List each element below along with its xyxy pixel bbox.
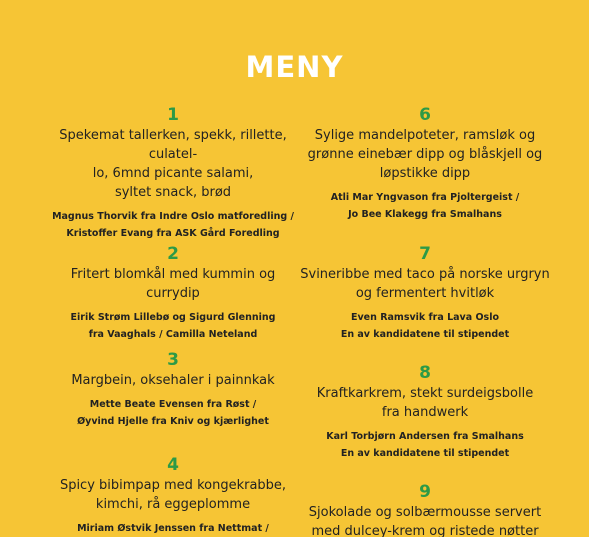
chef-line: Kristoffer Evang fra ASK Gård Foredling [66, 228, 280, 239]
menu-item-3 [48, 351, 298, 430]
chef-credit [300, 309, 550, 343]
chef-line: Mette Beate Evensen fra Røst / [89, 399, 257, 410]
menu-item-9 [300, 483, 550, 537]
dish-line: og fermentert hvitløk [355, 286, 495, 301]
dish-line: fra handwerk [381, 405, 469, 420]
menu-item-7 [300, 245, 550, 343]
menu-item-4 [48, 456, 298, 537]
dish-line: med dulcey-krem og ristede nøtter [311, 524, 539, 537]
item-number: 2 [167, 244, 179, 264]
dish-line: Sylige mandelpoteter, ramsløk og [314, 128, 536, 143]
chef-line: Eirik Strøm Lillebø og Sigurd Glenning [70, 312, 276, 323]
dish-line: Sjokolade og solbærmousse servert [308, 505, 542, 520]
chef-line: En av kandidatene til stipendet [340, 448, 510, 459]
dish-line: Kraftkarkrem, stekt surdeigsbolle [316, 386, 534, 401]
menu-item-8 [300, 364, 550, 462]
menu-item-2 [48, 245, 298, 343]
item-number: 7 [419, 244, 431, 264]
dish-line: syltet snack, brød [114, 185, 232, 200]
chef-credit [300, 189, 550, 223]
dish-line: Fritert blomkål med kummin og currydip [70, 267, 276, 301]
chef-line: Magnus Thorvik fra Indre Oslo matforedling / [52, 211, 294, 222]
dish-line: lo, 6mnd picante salami, [92, 166, 254, 181]
chef-line: Miriam Østvik Jenssen fra Nettmat / [77, 523, 269, 534]
dish-line: grønne einebær dipp og blåskjell og [307, 147, 543, 162]
chef-credit [300, 428, 550, 462]
chef-line: Øyvind Hjelle fra Kniv og kjærlighet [77, 416, 269, 427]
chef-line: En av kandidatene til stipendet [340, 329, 510, 340]
dish-line: løpstikke dipp [379, 166, 471, 181]
item-number: 6 [419, 105, 431, 125]
chef-line: Atli Mar Yngvason fra Pjoltergeist / [330, 192, 520, 203]
dish-line: Spekemat tallerken, spekk, rillette, culatel- [59, 128, 287, 162]
chef-line: Jo Bee Klakegg fra Smalhans [348, 209, 502, 220]
chef-credit [48, 520, 298, 537]
item-number: 4 [167, 455, 179, 475]
dish-line: Spicy bibimpap med kongekrabbe, [59, 478, 287, 493]
item-number: 8 [419, 363, 431, 383]
item-number: 9 [419, 482, 431, 502]
chef-line: Even Ramsvik fra Lava Oslo [351, 312, 499, 323]
dish-line: Svineribbe med taco på norske urgryn [300, 267, 550, 282]
page-edge [589, 0, 600, 537]
dish-line: kimchi, rå eggeplomme [95, 497, 251, 512]
chef-credit [48, 309, 298, 343]
menu-item-1 [48, 106, 298, 242]
item-number: 3 [167, 350, 179, 370]
chef-line: Karl Torbjørn Andersen fra Smalhans [326, 431, 524, 442]
item-number: 1 [167, 105, 179, 125]
chef-line: fra Vaaghals / Camilla Neteland [88, 329, 258, 340]
chef-credit [48, 208, 298, 242]
menu-item-6 [300, 106, 550, 223]
chef-credit [48, 396, 298, 430]
menu-title: MENY [245, 50, 344, 84]
dish-line: Margbein, oksehaler i painnkak [71, 373, 275, 388]
